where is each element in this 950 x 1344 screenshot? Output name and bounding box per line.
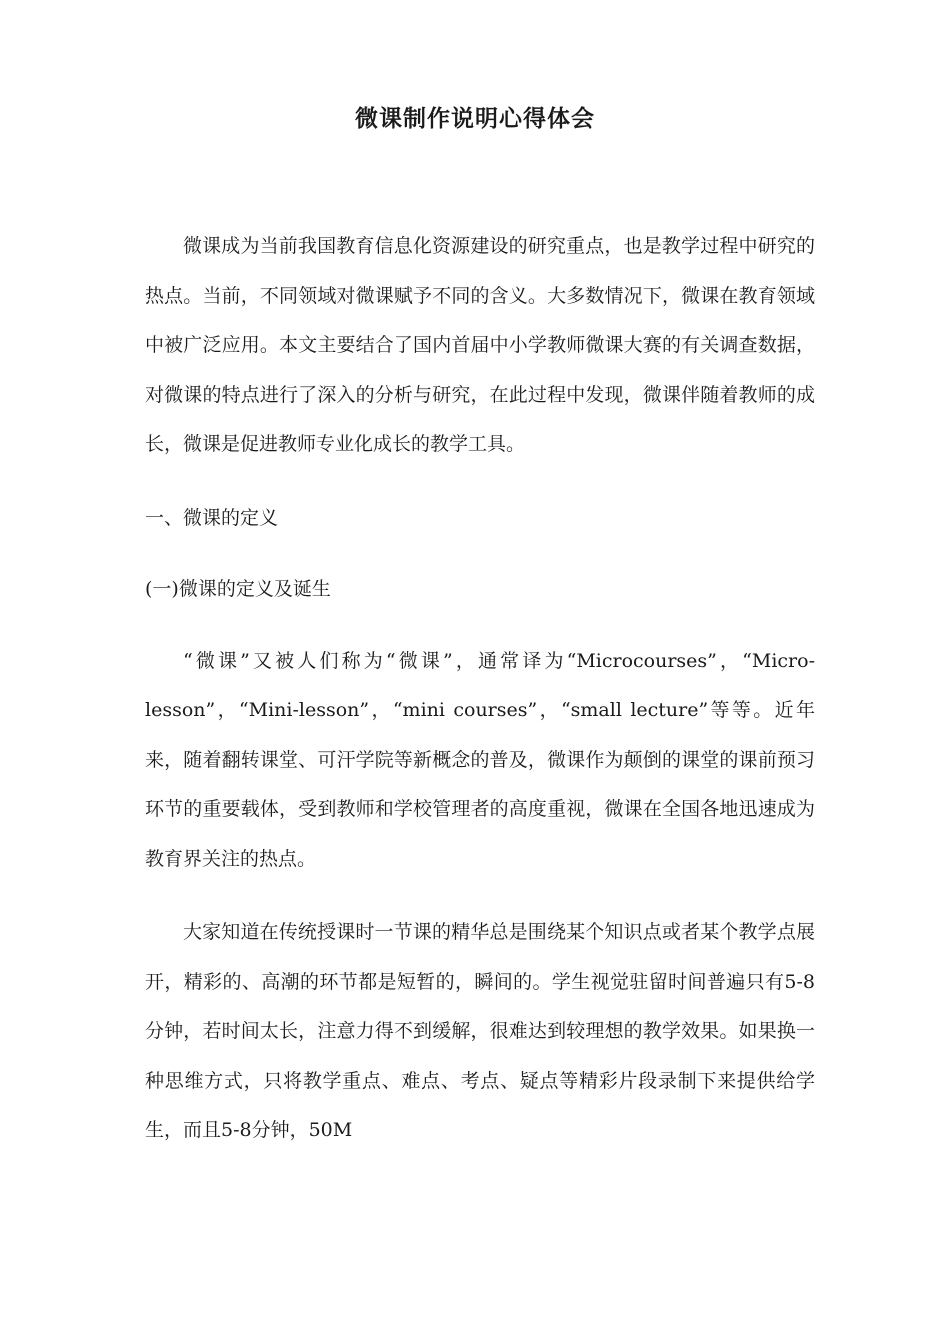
paragraph-intro: 微课成为当前我国教育信息化资源建设的研究重点，也是教学过程中研究的热点。当前，不同领域对微课赋予不同的含义。大多数情况下，微课在教育领域中被广泛应用。本文主要结合了国内首届中小学教师微课大赛的有关调查数据，对微课的特点进行了深入的分析与研究，在此过程中发现，微课伴随着教师的成长，微课是促进教师专业化成长的教学工具。 [145, 235, 815, 455]
paragraph-background: 大家知道在传统授课时一节课的精华总是围绕某个知识点或者某个教学点展开，精彩的、高潮的环节都是短暂的，瞬间的。学生视觉驻留时间普遍只有5-8分钟，若时间太长，注意力得不到缓解，很难达到较理想的教学效果。如果换一种思维方式，只将教学重点、难点、考点、疑点等精彩片段录制下来提供给学生，而且5-8分钟，50M [145, 921, 815, 1141]
document-title: 微课制作说明心得体会 [355, 106, 595, 132]
spacer [145, 543, 815, 565]
spacer [145, 615, 815, 637]
section-heading-1: 一、微课的定义 [145, 506, 279, 529]
paragraph-definition: “微课”又被人们称为“微课”，通常译为“Microcourses”，“Micro-lesson”，“Mini-lesson”，“mini courses”，“small lecture”等等。近年来，随着翻转课堂、可汗学院等新概念的普及，微课作为颠倒的课堂的课前预习环节的重要载体，受到教师和学校管理者的高度重视，微课在全国各地迅速成为教育界关注的热点。 [145, 649, 815, 870]
document-body [145, 222, 815, 1156]
spacer [145, 884, 815, 908]
subsection-heading-1: (一)微课的定义及诞生 [145, 578, 331, 600]
spacer [145, 470, 815, 494]
